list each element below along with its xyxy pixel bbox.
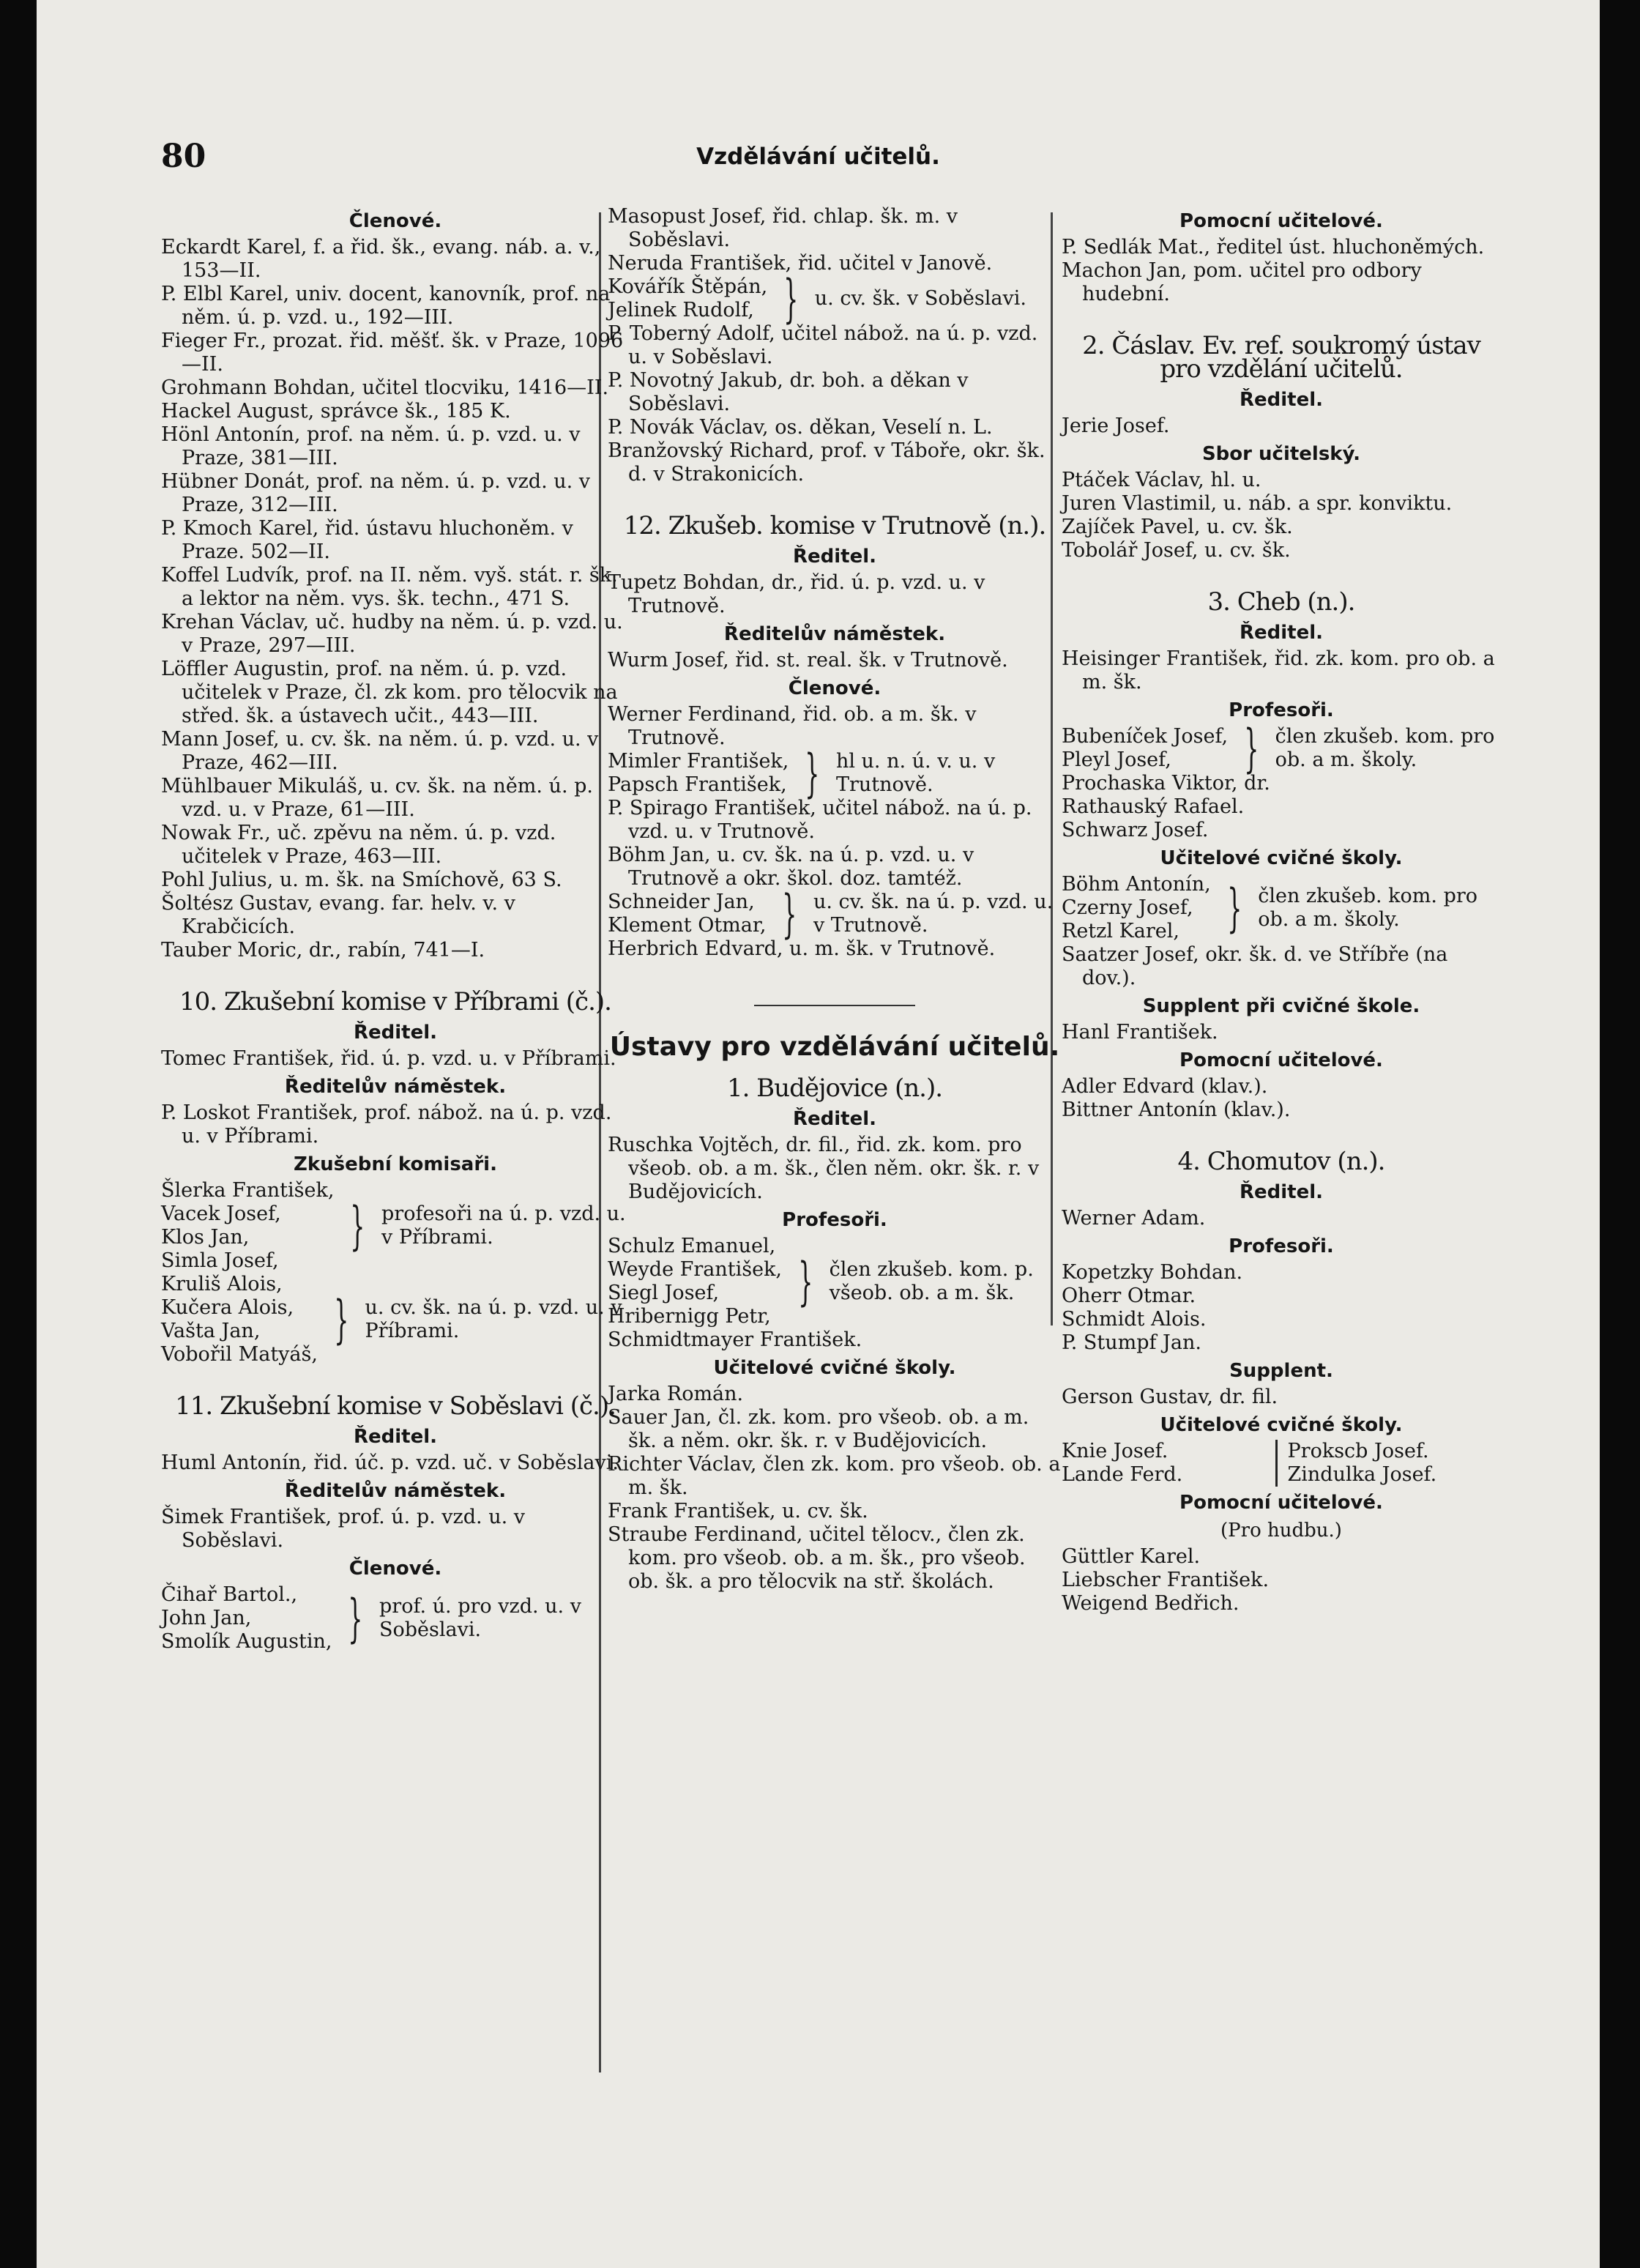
entry: Mühlbauer Mikuláš, u. cv. šk. na něm. ú. p. vzd. u. v Praze, 61—III.: [161, 775, 593, 821]
group-name: Mimler František,: [608, 750, 789, 773]
entry: P. Kmoch Karel, řid. ústavu hluchoněm. v Praze. 502—II.: [161, 517, 573, 563]
section-title: 10. Zkušební komise v Příbrami (č.).: [179, 987, 611, 1016]
group-name: Böhm Antonín,: [1062, 873, 1211, 896]
entry: Werner Ferdinand, řid. ob. a m. šk. v Trutnově.: [608, 703, 977, 749]
two-column-list: [1062, 1440, 1501, 1487]
brace: }: [350, 1196, 365, 1256]
entry: Schmidt Alois.: [1062, 1308, 1207, 1331]
entry: Adler Edvard (klav.).: [1062, 1075, 1268, 1098]
section-title: 4. Chomutov (n.).: [1177, 1147, 1385, 1176]
heading-namestek: Ředitelův náměstek.: [723, 623, 946, 645]
entry: Gerson Gustav, dr. fil.: [1062, 1386, 1278, 1408]
group-name: Simla Josef,: [161, 1249, 279, 1272]
entry-list: [608, 797, 1062, 891]
group-name: Zindulka Josef.: [1287, 1463, 1437, 1486]
group-info: u. cv. šk. na ú. p. vzd. u. v Příbrami.: [365, 1296, 622, 1342]
group-name: Prokscb Josef.: [1287, 1440, 1429, 1462]
group-name: Kučera Alois,: [161, 1296, 294, 1319]
heading-pomocni: Pomocní učitelové.: [1179, 210, 1383, 232]
brace: }: [1226, 878, 1242, 938]
group-name: Czerny Josef,: [1062, 896, 1193, 919]
chapter-title: Ústavy pro vzdělávání učitelů.: [609, 1032, 1060, 1062]
page-number: 80: [161, 138, 206, 175]
entry: Schwarz Josef.: [1062, 819, 1209, 841]
group-info: prof. ú. pro vzd. u. v Soběslavi.: [379, 1595, 581, 1641]
list-right: [1275, 1440, 1502, 1487]
entry: P. Toberný Adolf, učitel nábož. na ú. p. vzd. u. v Soběslavi.: [608, 322, 1038, 368]
entry: Tauber Moric, dr., rabín, 741—I.: [161, 939, 485, 962]
group-names: [161, 1179, 334, 1273]
heading-profesori: Profesoři.: [782, 1209, 887, 1231]
entry-list: [608, 205, 1062, 275]
brace-group: [1062, 718, 1501, 778]
entry-list: [1062, 772, 1501, 842]
entry: Weigend Bedřich.: [1062, 1592, 1240, 1615]
group-name: Smolík Augustin,: [161, 1630, 332, 1653]
group-name: Bubeníček Josef,: [1062, 725, 1229, 748]
entry-list: [1062, 1545, 1501, 1616]
entry-list: [608, 322, 1062, 486]
entry: P. Stumpf Jan.: [1062, 1331, 1201, 1354]
entry: Liebscher František.: [1062, 1569, 1270, 1591]
entry: Richter Václav, člen zk. kom. pro všeob. ob. a m. šk.: [608, 1453, 1061, 1499]
heading-clenove: Členové.: [348, 210, 442, 232]
heading-supplent: Supplent při cvičné škole.: [1142, 995, 1420, 1017]
brace: }: [805, 743, 820, 803]
group-names: [161, 1273, 318, 1367]
heading-namestek: Ředitelův náměstek.: [284, 1076, 507, 1098]
entry-list: [1062, 1075, 1501, 1122]
brace: }: [334, 1290, 349, 1350]
heading-pomocni: Pomocní učitelové.: [1179, 1492, 1383, 1514]
entry: Pohl Julius, u. m. šk. na Smíchově, 63 S.: [161, 869, 562, 891]
entry: Sauer Jan, čl. zk. kom. pro všeob. ob. a m. šk. a něm. okr. šk. r. v Budějovicích.: [608, 1406, 1029, 1452]
section-divider: [754, 1005, 915, 1006]
entry: Bittner Antonín (klav.).: [1062, 1098, 1291, 1121]
entry: Böhm Jan, u. cv. šk. na ú. p. vzd. u. v Trutnově a okr. škol. doz. tamtéž.: [608, 844, 974, 890]
brace-group: [161, 1179, 630, 1273]
brace-group: [1062, 873, 1501, 943]
heading-namestek: Ředitelův náměstek.: [284, 1480, 507, 1502]
group-name: Schulz Emanuel,: [608, 1235, 776, 1257]
group-name: Papsch František,: [608, 773, 787, 796]
heading-cvicne: Učitelové cvičné školy.: [1160, 1414, 1403, 1436]
brace: }: [783, 269, 799, 329]
entry: Masopust Josef, řid. chlap. šk. m. v Soběslavi.: [608, 205, 958, 251]
entry: P. Loskot František, prof. nábož. na ú. p. vzd. u. v Příbrami.: [161, 1101, 612, 1148]
entry: Prochaska Viktor, dr.: [1062, 772, 1270, 795]
entry-list: [161, 236, 630, 962]
group-name: Schneider Jan,: [608, 891, 755, 913]
entry: Schmidtmayer František.: [608, 1328, 862, 1351]
heading-profesori: Profesoři.: [1229, 1235, 1334, 1257]
entry: Saatzer Josef, okr. šk. d. ve Stříbře (na dov.).: [1062, 943, 1448, 989]
entry-list: [1062, 236, 1501, 306]
brace-group: [608, 1235, 1062, 1328]
group-name: Klos Jan,: [161, 1226, 250, 1249]
entry: Krehan Václav, uč. hudby na něm. ú. p. vzd. u. v Praze, 297—III.: [161, 611, 623, 657]
entry: Neruda František, řid. učitel v Janově.: [608, 252, 993, 275]
entry: Herbrich Edvard, u. m. šk. v Trutnově.: [608, 937, 996, 960]
brace: }: [782, 884, 797, 944]
group-info: profesoři na ú. p. vzd. u. v Příbrami.: [381, 1202, 626, 1249]
heading-supplent: Supplent.: [1229, 1360, 1333, 1382]
heading-komisari: Zkušební komisaři.: [294, 1153, 497, 1175]
running-title: Vzdělávání učitelů.: [696, 144, 940, 170]
entry: Oherr Otmar.: [1062, 1284, 1196, 1307]
heading-reditel: Ředitel.: [792, 1108, 877, 1130]
group-names: [608, 1235, 782, 1328]
entry: P. Sedlák Mat., ředitel úst. hluchoněmých.: [1062, 236, 1485, 259]
entry: Kopetzky Bohdan.: [1062, 1261, 1243, 1284]
group-names: [608, 891, 766, 937]
entry: Ruschka Vojtěch, dr. fil., řid. zk. kom. pro všeob. ob. a m. šk., člen něm. okr. šk. r. v Budějovicích.: [608, 1134, 1040, 1203]
brace-group: [608, 884, 1062, 944]
group-names: [1062, 725, 1228, 772]
heading-profesori: Profesoři.: [1229, 699, 1334, 721]
brace-group: [608, 743, 1062, 803]
entry: P. Spirago František, učitel nábož. na ú. p. vzd. u. v Trutnově.: [608, 797, 1032, 843]
entry-list: [1062, 469, 1501, 562]
group-names: [608, 275, 767, 322]
heading-clenove: Členové.: [788, 677, 881, 699]
group-names: [608, 750, 789, 797]
entry: Hackel August, správce šk., 185 K.: [161, 400, 511, 423]
group-info: u. cv. šk. v Soběslavi.: [814, 287, 1026, 310]
group-name: Klement Otmar,: [608, 914, 767, 937]
entry: Fieger Fr., prozat. řid. měšť. šk. v Praze, 1096—II.: [161, 330, 624, 376]
group-name: Kruliš Alois,: [161, 1273, 283, 1295]
entry: Machon Jan, pom. učitel pro odbory hudební.: [1062, 259, 1422, 305]
group-name: Weyde František,: [608, 1258, 783, 1281]
group-name: Kovářík Štěpán,: [608, 275, 768, 298]
heading-clenove: Členové.: [348, 1558, 442, 1580]
brace-group: [608, 269, 1062, 329]
brace-group: [161, 1273, 630, 1367]
entry: Heisinger František, řid. zk. kom. pro ob. a m. šk.: [1062, 647, 1495, 694]
column-left: [161, 205, 630, 1654]
entry: Güttler Karel.: [1062, 1545, 1201, 1568]
group-name: Vobořil Matyáš,: [161, 1343, 318, 1366]
entry: Branžovský Richard, prof. v Táboře, okr. šk. d. v Strakonicích.: [608, 439, 1046, 486]
group-name: Čihař Bartol.,: [161, 1583, 298, 1606]
entry: Grohmann Bohdan, učitel tlocviku, 1416—II.: [161, 376, 609, 399]
entry: Mann Josef, u. cv. šk. na něm. ú. p. vzd. u. v Praze, 462—III.: [161, 728, 599, 774]
entry: Koffel Ludvík, prof. na II. něm. vyš. stát. r. šk. a lektor na něm. vys. šk. techn., 471 S.: [161, 564, 618, 610]
entry: Hönl Antonín, prof. na něm. ú. p. vzd. u. v Praze, 381—III.: [161, 423, 581, 469]
entry: Wurm Josef, řid. st. real. šk. v Trutnově.: [608, 649, 1008, 672]
group-info: hl u. n. ú. v. u. v Trutnově.: [835, 750, 996, 796]
heading-reditel: Ředitel.: [792, 546, 877, 568]
note: (Pro hudbu.): [1220, 1520, 1342, 1542]
entry: Nowak Fr., uč. zpěvu na něm. ú. p. vzd. učitelek v Praze, 463—III.: [161, 822, 556, 868]
list-left: [1062, 1440, 1275, 1487]
section-title: 11. Zkušební komise v Soběslavi (č.).: [175, 1391, 616, 1421]
entry-list: [608, 1383, 1062, 1594]
entry: Jarka Román.: [608, 1383, 744, 1405]
group-name: John Jan,: [161, 1607, 252, 1629]
group-name: Jelinek Rudolf,: [608, 299, 754, 321]
column-right: [1062, 205, 1501, 1616]
group-name: Šlerka František,: [161, 1179, 335, 1202]
section-title: 1. Budějovice (n.).: [726, 1074, 943, 1103]
entry: P. Elbl Karel, univ. docent, kanovník, prof. na něm. ú. p. vzd. u., 192—III.: [161, 283, 611, 329]
heading-reditel: Ředitel.: [1239, 389, 1324, 411]
heading-reditel: Ředitel.: [353, 1426, 438, 1448]
heading-reditel: Ředitel.: [1239, 622, 1324, 644]
brace: }: [1244, 718, 1259, 778]
group-info: u. cv. šk. na ú. p. vzd. u. v Trutnově.: [813, 891, 1054, 937]
entry: Ptáček Václav, hl. u.: [1062, 469, 1261, 491]
heading-cvicne: Učitelové cvičné školy.: [713, 1357, 956, 1379]
group-name: Hribernigg Petr,: [608, 1305, 771, 1328]
group-name: Vacek Josef,: [161, 1202, 281, 1225]
section-title: 2. Čáslav. Ev. ref. soukromý ústav pro vzdělání učitelů.: [1082, 331, 1480, 384]
entry: Tupetz Bohdan, dr., řid. ú. p. vzd. u. v Trutnově.: [608, 571, 985, 617]
brace: }: [798, 1252, 813, 1312]
brace: }: [348, 1588, 363, 1648]
entry: Hübner Donát, prof. na něm. ú. p. vzd. u. v Praze, 312—III.: [161, 470, 591, 516]
entry: Juren Vlastimil, u. náb. a spr. konviktu.: [1062, 492, 1453, 515]
entry: Tomec František, řid. ú. p. vzd. u. v Příbrami.: [161, 1047, 616, 1070]
heading-reditel: Ředitel.: [353, 1022, 438, 1044]
group-info: člen zkušeb. kom. p. všeob. ob. a m. šk.: [829, 1258, 1034, 1304]
entry: P. Novák Václav, os. děkan, Veselí n. L.: [608, 416, 993, 439]
entry: Frank František, u. cv. šk.: [608, 1500, 868, 1522]
group-name: Lande Ferd.: [1062, 1463, 1183, 1486]
group-info: člen zkušeb. kom. pro ob. a m. školy.: [1275, 725, 1495, 771]
entry: Löffler Augustin, prof. na něm. ú. p. vzd. učitelek v Praze, čl. zk kom. pro tělocvik na střed. šk. a ústavech učit., 443—III.: [161, 658, 618, 727]
book-page: [37, 0, 1600, 2268]
entry: Šimek František, prof. ú. p. vzd. u. v Soběslavi.: [161, 1506, 526, 1552]
group-name: Knie Josef.: [1062, 1440, 1168, 1462]
group-names: [1062, 873, 1211, 943]
heading-sbor: Sbor učitelský.: [1201, 443, 1361, 465]
group-name: Retzl Karel,: [1062, 920, 1179, 942]
column-middle: [608, 205, 1062, 1594]
entry: Werner Adam.: [1062, 1207, 1206, 1230]
heading-pomocni: Pomocní učitelové.: [1179, 1049, 1383, 1071]
entry: Jerie Josef.: [1062, 414, 1170, 437]
entry: Huml Antonín, řid. úč. p. vzd. uč. v Soběslavi.: [161, 1451, 619, 1474]
group-name: Siegl Josef,: [608, 1282, 720, 1304]
group-info: člen zkušeb. kom. pro ob. a m. školy.: [1258, 885, 1478, 931]
heading-cvicne: Učitelové cvičné školy.: [1160, 847, 1403, 869]
group-name: Pleyl Josef,: [1062, 748, 1171, 771]
entry: Hanl František.: [1062, 1021, 1218, 1044]
section-title: 12. Zkušeb. komise v Trutnově (n.).: [623, 511, 1046, 540]
entry: Tobolář Josef, u. cv. šk.: [1062, 539, 1291, 562]
entry: Šoltész Gustav, evang. far. helv. v. v Krabčicích.: [161, 892, 515, 938]
entry-list: [1062, 1261, 1501, 1355]
group-name: Vašta Jan,: [161, 1320, 261, 1342]
heading-reditel: Ředitel.: [1239, 1181, 1324, 1203]
group-names: [161, 1583, 332, 1654]
entry: Rathauský Rafael.: [1062, 795, 1245, 818]
entry: Zajíček Pavel, u. cv. šk.: [1062, 516, 1293, 538]
entry: Straube Ferdinand, učitel tělocv., člen zk. kom. pro všeob. ob. a m. šk., pro všeob. ob. šk. a pro tělocvik na stř. školách.: [608, 1523, 1026, 1593]
brace-group: [161, 1583, 630, 1654]
entry: Eckardt Karel, f. a řid. šk., evang. náb. a. v., 153—II.: [161, 236, 601, 282]
entry: P. Novotný Jakub, dr. boh. a děkan v Soběslavi.: [608, 369, 969, 415]
section-title: 3. Cheb (n.).: [1207, 587, 1355, 617]
